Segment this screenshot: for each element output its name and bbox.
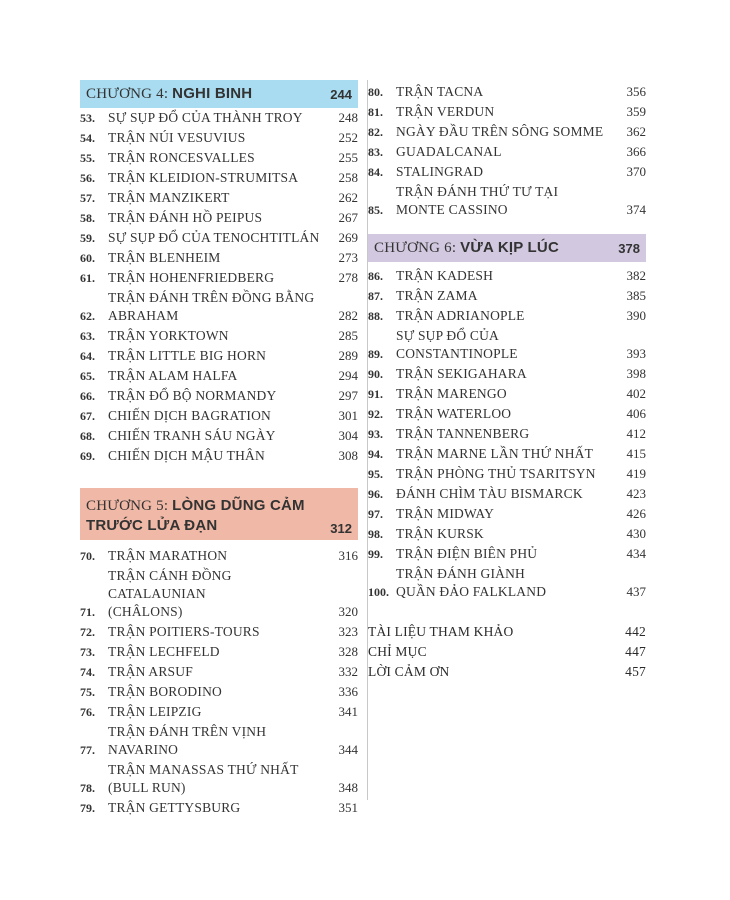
entry-title: TRẬN LECHFELD [108, 644, 220, 659]
entry-page: 269 [338, 230, 358, 245]
entry-page: 320 [338, 604, 358, 619]
entry-page: 419 [626, 466, 646, 481]
toc-entry[interactable] [80, 566, 358, 622]
entry-number: 83. [368, 145, 383, 159]
entry-page: 406 [626, 406, 646, 421]
entry-page: 328 [338, 644, 358, 659]
entry-title: TRẬN LITTLE BIG HORN [108, 348, 267, 363]
entry-number: 75. [80, 685, 95, 699]
toc-entry[interactable] [80, 108, 358, 128]
entry-page: 267 [338, 210, 358, 225]
entry-number: 70. [80, 549, 95, 563]
toc-entry[interactable] [368, 424, 646, 444]
entry-number: 71. [80, 605, 95, 619]
entry-number: 86. [368, 269, 383, 283]
entry-page: 336 [338, 684, 358, 699]
chapter-5-entries [80, 546, 358, 818]
entry-number: 59. [80, 231, 95, 245]
entry-title: TRẬN ADRIANOPLE [396, 308, 525, 323]
toc-entry[interactable] [80, 406, 358, 426]
entry-page: 273 [338, 250, 358, 265]
entry-number: 69. [80, 449, 95, 463]
toc-entry[interactable] [80, 682, 358, 702]
entry-title: TRẬN ĐÁNH GIÀNH [396, 566, 525, 581]
entry-title: TRẬN MIDWAY [396, 506, 495, 521]
entry-number: 98. [368, 527, 383, 541]
entry-title: TRẬN BLENHEIM [108, 250, 221, 265]
chapter-4-name: NGHI BINH [172, 85, 253, 102]
toc-entry[interactable] [80, 188, 358, 208]
entry-title: TRẬN ZAMA [396, 288, 478, 303]
back-matter-title: TÀI LIỆU THAM KHẢO [368, 624, 514, 639]
entry-title: TRẬN YORKTOWN [108, 328, 229, 343]
entry-title: CHIẾN TRANH SÁU NGÀY [108, 428, 276, 443]
entry-number: 97. [368, 507, 383, 521]
entry-number: 89. [368, 347, 383, 361]
entry-number: 88. [368, 309, 383, 323]
entry-title: TRẬN ĐÁNH TRÊN VỊNH [108, 724, 267, 739]
entry-title: TRẬN MANZIKERT [108, 190, 230, 205]
entry-page: 385 [626, 288, 646, 303]
toc-entry[interactable] [368, 326, 646, 364]
entry-number: 92. [368, 407, 383, 421]
back-matter-entry[interactable] [368, 642, 646, 662]
entry-number: 78. [80, 781, 95, 795]
entry-number: 95. [368, 467, 383, 481]
entry-page: 304 [338, 428, 358, 443]
entry-number: 84. [368, 165, 383, 179]
entry-page: 248 [338, 110, 358, 125]
entry-page: 282 [338, 308, 358, 323]
entry-number: 63. [80, 329, 95, 343]
chapter-5-entries-continued [368, 82, 646, 220]
toc-entry[interactable] [80, 722, 358, 760]
entry-title: TRẬN ĐÁNH THỨ TƯ TẠI [396, 184, 559, 199]
entry-page: 426 [626, 506, 646, 521]
entry-title: TRẬN LEIPZIG [108, 704, 202, 719]
entry-page: 308 [338, 448, 358, 463]
entry-title: TRẬN ĐÁNH HỒ PEIPUS [108, 210, 263, 225]
entry-number: 76. [80, 705, 95, 719]
toc-entry[interactable] [80, 798, 358, 818]
entry-page: 316 [338, 548, 358, 563]
entry-page: 402 [626, 386, 646, 401]
toc-entry[interactable] [80, 268, 358, 288]
toc-entry[interactable] [368, 82, 646, 102]
entry-number: 56. [80, 171, 95, 185]
entry-page: 323 [338, 624, 358, 639]
entry-title: TRẬN POITIERS-TOURS [108, 624, 260, 639]
entry-number: 57. [80, 191, 95, 205]
entry-number: 93. [368, 427, 383, 441]
chapter-4-prefix: CHƯƠNG 4: [86, 86, 169, 102]
entry-title: TRẬN HOHENFRIEDBERG [108, 270, 275, 285]
toc-entry[interactable] [80, 426, 358, 446]
entry-page: 434 [626, 546, 646, 561]
entry-number: 62. [80, 309, 95, 323]
toc-entry[interactable] [368, 286, 646, 306]
chapter-4-header [80, 80, 358, 108]
entry-title-continued: ABRAHAM [108, 308, 179, 323]
toc-entry[interactable] [368, 404, 646, 424]
entry-title: TRẬN KADESH [396, 268, 494, 283]
entry-page: 423 [626, 486, 646, 501]
toc-entry[interactable] [368, 444, 646, 464]
entry-title: TRẬN TANNENBERG [396, 426, 530, 441]
entry-page: 393 [626, 346, 646, 361]
entry-number: 91. [368, 387, 383, 401]
entry-number: 67. [80, 409, 95, 423]
entry-page: 382 [626, 268, 646, 283]
toc-entry[interactable] [80, 366, 358, 386]
toc-right-column [368, 82, 646, 682]
entry-title-continued: (CHÂLONS) [108, 604, 183, 619]
toc-entry[interactable] [368, 364, 646, 384]
back-matter-title: LỜI CẢM ƠN [368, 664, 450, 679]
entry-title: TRẬN MARENGO [396, 386, 507, 401]
toc-entry[interactable] [368, 122, 646, 142]
entry-title: TRẬN ĐÁNH TRÊN ĐỒNG BẰNG [108, 290, 315, 305]
toc-entry[interactable] [80, 760, 358, 798]
entry-number: 99. [368, 547, 383, 561]
entry-page: 297 [338, 388, 358, 403]
entry-title: TRẬN ALAM HALFA [108, 368, 238, 383]
entry-title: TRẬN ĐỔ BỘ NORMANDY [108, 388, 277, 403]
entry-number: 54. [80, 131, 95, 145]
entry-title-continued: (BULL RUN) [108, 780, 186, 795]
entry-number: 96. [368, 487, 383, 501]
chapter-6-header [368, 234, 646, 262]
toc-entry[interactable] [80, 208, 358, 228]
entry-number: 79. [80, 801, 95, 815]
entry-page: 366 [626, 144, 646, 159]
entry-title: TRẬN GETTYSBURG [108, 800, 241, 815]
entry-title: GUADALCANAL [396, 144, 502, 159]
entry-title: TRẬN MARNE LẦN THỨ NHẤT [396, 446, 594, 461]
entry-title: TRẬN KURSK [396, 526, 484, 541]
toc-entry[interactable] [368, 306, 646, 326]
toc-entry[interactable] [80, 346, 358, 366]
back-matter-page: 442 [625, 624, 646, 639]
toc-entry[interactable] [80, 546, 358, 566]
entry-title: TRẬN ĐIỆN BIÊN PHỦ [396, 546, 538, 561]
entry-title: SỰ SỤP ĐỔ CỦA THÀNH TROY [108, 110, 303, 125]
entry-title: TRẬN CÁNH ĐỒNG CATALAUNIAN [108, 568, 232, 601]
entry-title: CHIẾN DỊCH BAGRATION [108, 408, 271, 423]
toc-entry[interactable] [368, 102, 646, 122]
chapter-6-prefix: CHƯƠNG 6: [374, 240, 457, 256]
entry-number: 87. [368, 289, 383, 303]
entry-title: CHIẾN DỊCH MẬU THÂN [108, 448, 265, 463]
entry-number: 74. [80, 665, 95, 679]
entry-page: 437 [626, 584, 646, 599]
entry-page: 412 [626, 426, 646, 441]
entry-page: 301 [338, 408, 358, 423]
entry-title: NGÀY ĐẦU TRÊN SÔNG SOMME [396, 124, 604, 139]
entry-page: 415 [626, 446, 646, 461]
entry-page: 362 [626, 124, 646, 139]
toc-entry[interactable] [368, 544, 646, 564]
entry-page: 332 [338, 664, 358, 679]
back-matter-page: 447 [625, 644, 646, 659]
entry-title-continued: NAVARINO [108, 742, 179, 757]
toc-entry[interactable] [368, 524, 646, 544]
entry-number: 100. [368, 585, 389, 599]
chapter-5-header [80, 488, 358, 540]
back-matter-entry[interactable] [368, 662, 646, 682]
toc-entry[interactable] [80, 446, 358, 466]
toc-entry[interactable] [80, 128, 358, 148]
entry-number: 66. [80, 389, 95, 403]
entry-title: TRẬN RONCESVALLES [108, 150, 255, 165]
toc-entry[interactable] [368, 384, 646, 404]
entry-title: TRẬN MARATHON [108, 548, 228, 563]
entry-page: 294 [338, 368, 358, 383]
entry-title: TRẬN NÚI VESUVIUS [108, 130, 246, 145]
toc-entry[interactable] [80, 642, 358, 662]
entry-number: 65. [80, 369, 95, 383]
toc-entry[interactable] [368, 182, 646, 220]
entry-number: 58. [80, 211, 95, 225]
chapter-5-page: 312 [330, 521, 352, 536]
entry-page: 359 [626, 104, 646, 119]
entry-page: 289 [338, 348, 358, 363]
entry-page: 341 [338, 704, 358, 719]
entry-title: SỰ SỤP ĐỔ CỦA [396, 328, 499, 343]
entry-number: 85. [368, 203, 383, 217]
toc-entry[interactable] [368, 142, 646, 162]
entry-number: 73. [80, 645, 95, 659]
toc-entry[interactable] [80, 148, 358, 168]
entry-page: 252 [338, 130, 358, 145]
entry-title: STALINGRAD [396, 164, 484, 179]
entry-page: 351 [338, 800, 358, 815]
entry-page: 430 [626, 526, 646, 541]
entry-number: 68. [80, 429, 95, 443]
toc-entry[interactable] [368, 564, 646, 602]
chapter-5-name-line2: TRƯỚC LỬA ĐẠN [86, 517, 218, 534]
toc-entry[interactable] [80, 228, 358, 248]
toc-entry[interactable] [80, 288, 358, 326]
entry-title: TRẬN SEKIGAHARA [396, 366, 527, 381]
entry-page: 258 [338, 170, 358, 185]
toc-entry[interactable] [368, 162, 646, 182]
entry-number: 53. [80, 111, 95, 125]
entry-number: 60. [80, 251, 95, 265]
entry-page: 262 [338, 190, 358, 205]
chapter-6-name: VỪA KỊP LÚC [460, 239, 559, 256]
entry-page: 356 [626, 84, 646, 99]
chapter-6-entries [368, 266, 646, 602]
entry-title: TRẬN BORODINO [108, 684, 222, 699]
chapter-4-page: 244 [330, 86, 352, 102]
back-matter-title: CHỈ MỤC [368, 644, 427, 659]
back-matter-entry[interactable] [368, 622, 646, 642]
chapter-5-name-line1: LÒNG DŨNG CẢM [172, 497, 305, 514]
entry-number: 72. [80, 625, 95, 639]
entry-page: 255 [338, 150, 358, 165]
entry-number: 82. [368, 125, 383, 139]
toc-entry[interactable] [368, 266, 646, 286]
toc-entry[interactable] [80, 326, 358, 346]
toc-entry[interactable] [368, 464, 646, 484]
entry-title: TRẬN KLEIDION-STRUMITSA [108, 170, 299, 185]
entry-page: 278 [338, 270, 358, 285]
entry-number: 64. [80, 349, 95, 363]
entry-number: 55. [80, 151, 95, 165]
toc-left-column [80, 80, 358, 818]
entry-page: 374 [626, 202, 646, 217]
entry-page: 370 [626, 164, 646, 179]
entry-title: TRẬN VERDUN [396, 104, 495, 119]
entry-title: TRẬN MANASSAS THỨ NHẤT [108, 762, 299, 777]
entry-title-continued: MONTE CASSINO [396, 202, 508, 217]
toc-entry[interactable] [368, 484, 646, 504]
entry-title-continued: CONSTANTINOPLE [396, 346, 518, 361]
entry-number: 81. [368, 105, 383, 119]
chapter-6-page: 378 [618, 240, 640, 256]
entry-title: TRẬN TACNA [396, 84, 484, 99]
entry-number: 61. [80, 271, 95, 285]
toc-entry[interactable] [80, 386, 358, 406]
entry-page: 344 [338, 742, 358, 757]
entry-number: 90. [368, 367, 383, 381]
entry-page: 285 [338, 328, 358, 343]
toc-entry[interactable] [80, 702, 358, 722]
entry-number: 80. [368, 85, 383, 99]
toc-entry[interactable] [80, 248, 358, 268]
chapter-5-prefix: CHƯƠNG 5: [86, 498, 169, 514]
toc-entry[interactable] [368, 504, 646, 524]
entry-title-continued: QUẦN ĐẢO FALKLAND [396, 584, 547, 599]
toc-entry[interactable] [80, 622, 358, 642]
entry-page: 390 [626, 308, 646, 323]
entry-title: SỰ SỤP ĐỔ CỦA TENOCHTITLÁN [108, 230, 320, 245]
toc-entry[interactable] [80, 168, 358, 188]
chapter-4-entries [80, 108, 358, 466]
entry-page: 398 [626, 366, 646, 381]
toc-entry[interactable] [80, 662, 358, 682]
entry-number: 94. [368, 447, 383, 461]
entry-title: TRẬN PHÒNG THỦ TSARITSYN [396, 466, 596, 481]
entry-page: 348 [338, 780, 358, 795]
back-matter [368, 622, 646, 682]
entry-number: 77. [80, 743, 95, 757]
entry-title: TRẬN ARSUF [108, 664, 193, 679]
entry-title: TRẬN WATERLOO [396, 406, 512, 421]
entry-title: ĐÁNH CHÌM TÀU BISMARCK [396, 486, 583, 501]
back-matter-page: 457 [625, 664, 646, 679]
